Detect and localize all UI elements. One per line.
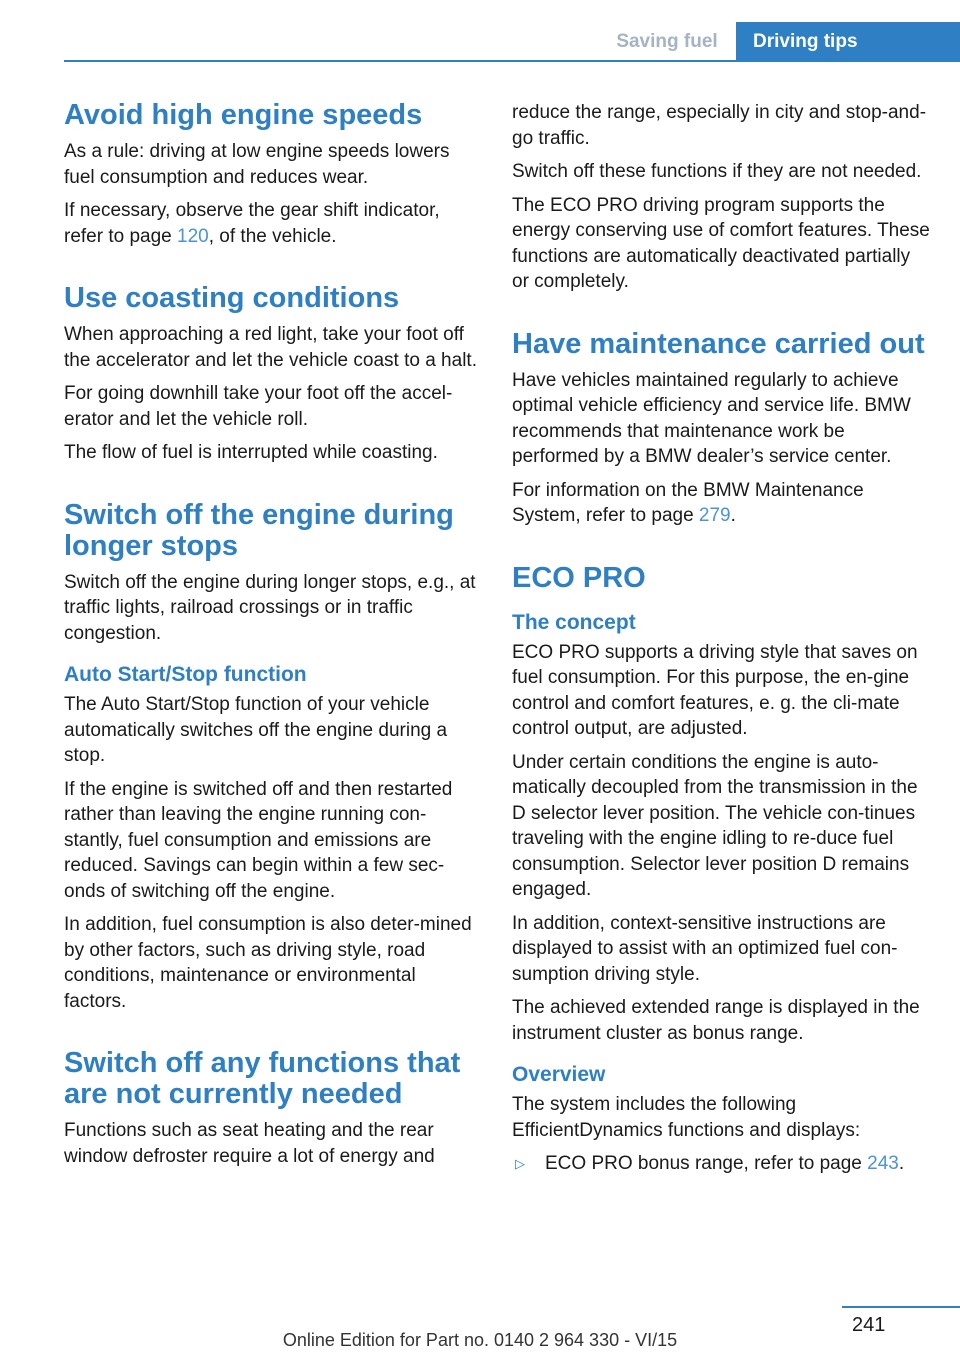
left-column: [64, 100, 482, 1177]
subheading-the-concept: The concept: [512, 610, 636, 634]
tab-driving-tips[interactable]: Driving tips: [736, 22, 960, 62]
paragraph: If necessary, observe the gear shift indicator, refer to page 120, of the vehicle.: [64, 200, 440, 247]
footer-rule: [842, 1306, 960, 1308]
paragraph: The ECO PRO driving program supports the energy conserving use of comfort features. These functions are automatically deactivated partially or completely.: [512, 194, 930, 292]
paragraph: The system includes the following EfficientDynamics functions and displays:: [512, 1094, 861, 1141]
right-column: [512, 100, 930, 1177]
page-number: 241: [852, 1314, 886, 1336]
subheading-overview: Overview: [512, 1063, 606, 1086]
paragraph: For information on the BMW Maintenance System, refer to page 279.: [512, 479, 864, 526]
paragraph: In addition, fuel consumption is also deter‐mined by other factors, such as driving style, road conditions, maintenance or environmental factors.: [64, 914, 472, 1012]
heading-switch-off-engine: Switch off the engine during longer stops: [64, 498, 454, 562]
heading-avoid-high-engine-speeds: Avoid high engine speeds: [64, 99, 423, 131]
edition-footer: Online Edition for Part no. 0140 2 964 330 - VI/15: [282, 1330, 678, 1350]
paragraph: Under certain conditions the engine is auto‐matically decoupled from the transmission in the D selector lever position. The vehicle con‐tinues traveling with the engine idling to re‐duce fuel consumption. Selector lever position D remains engaged.: [512, 751, 918, 900]
page-link-120[interactable]: 120: [177, 225, 209, 247]
page-link-243[interactable]: 243: [867, 1153, 899, 1174]
tab-saving-fuel[interactable]: Saving fuel: [616, 31, 718, 52]
paragraph: Switch off these functions if they are not needed.: [512, 161, 922, 182]
paragraph: The Auto Start/Stop function of your vehicle automatically switches off the engine during a stop.: [64, 694, 448, 766]
paragraph: If the engine is switched off and then restarted rather than leaving the engine running con‐stantly, fuel consumption and emissions are reduced. Savings can begin within a few sec‐onds of switching off the engine.: [64, 778, 453, 902]
subheading-auto-start-stop: Auto Start/Stop function: [64, 663, 307, 686]
paragraph: ECO PRO supports a driving style that saves on fuel consumption. For this purpose, the en‐gine control and comfort features, e. g. the cli‐mate control output, are adjusted.: [512, 641, 918, 739]
heading-maintenance: Have maintenance carried out: [512, 327, 925, 360]
paragraph: Have vehicles maintained regularly to achieve optimal vehicle efficiency and service life. BMW recommends that maintenance work be performed by a BMW dealer’s service center.: [512, 369, 911, 467]
paragraph: When approaching a red light, take your foot off the accelerator and let the vehicle coast to a halt.: [64, 324, 477, 371]
paragraph: For going downhill take your foot off the accel‐erator and let the vehicle roll.: [64, 383, 453, 430]
paragraph: Functions such as seat heating and the rear window defroster require a lot of energy and: [64, 1120, 435, 1167]
paragraph: The achieved extended range is displayed in the instrument cluster as bonus range.: [512, 997, 920, 1044]
paragraph: Switch off the engine during longer stops, e.g., at traffic lights, railroad crossings or in traffic congestion.: [64, 571, 476, 644]
page-header: [0, 0, 960, 62]
paragraph: In addition, context-sensitive instructions are displayed to assist with an optimized fuel con‐sumption driving style.: [512, 912, 898, 985]
heading-switch-off-functions: Switch off any functions that are not currently needed: [64, 1047, 461, 1110]
heading-eco-pro: ECO PRO: [512, 561, 646, 594]
paragraph: reduce the range, especially in city and stop-and-go traffic.: [512, 102, 927, 149]
heading-use-coasting-conditions: Use coasting conditions: [64, 282, 400, 314]
header-rule: [64, 60, 960, 62]
list-item: ▷ ECO PRO bonus range, refer to page 243.: [512, 1151, 930, 1177]
triangle-bullet-icon: ▷: [515, 1156, 525, 1171]
page-link-279[interactable]: 279: [698, 505, 731, 526]
paragraph: The flow of fuel is interrupted while coasting.: [64, 442, 438, 463]
paragraph: As a rule: driving at low engine speeds lowers fuel consumption and reduces wear.: [64, 141, 450, 188]
